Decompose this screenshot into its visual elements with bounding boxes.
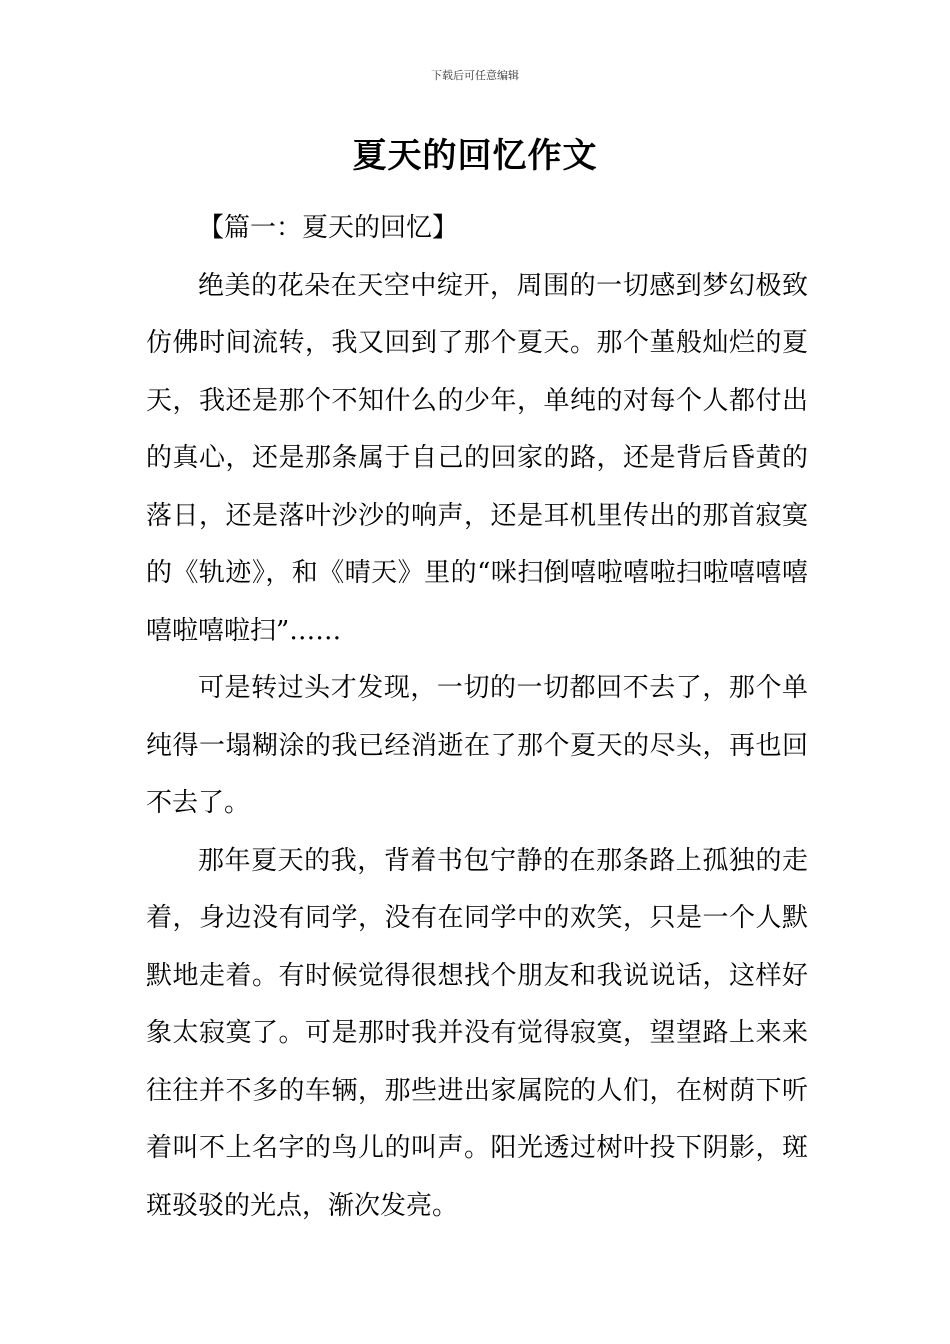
section-heading: 【篇一：夏天的回忆】 — [198, 213, 459, 243]
paragraph-3: 那年夏天的我，背着书包宁静的在那条路上孤独的走着，身边没有同学，没有在同学中的欢笑，只是一个人默默地走着。有时候觉得很想找个朋友和我说说话，这样好象太寂寞了。可是那时我并没有觉得寂寞，望望路上来来往往并不多的车辆，那些进出家属院的人们，在树荫下听着叫不上名字的鸟儿的叫声。阳光透过树叶投下阴影，斑斑驳驳的光点，渐次发亮。 — [146, 845, 808, 1221]
paragraph-2: 可是转过头才发现，一切的一切都回不去了，那个单纯得一塌糊涂的我已经消逝在了那个夏天的尽头，再也回不去了。 — [146, 673, 808, 818]
paragraph-1: 绝美的花朵在天空中绽开，周围的一切感到梦幻极致仿佛时间流转，我又回到了那个夏天。那个堇般灿烂的夏天，我还是那个不知什么的少年，单纯的对每个人都付出的真心，还是那条属于自己的回家的路，还是背后昏黄的落日，还是落叶沙沙的响声，还是耳机里传出的那首寂寞的《轨迹》，和《晴天》里的“咪扫倒嘻啦嘻啦扫啦嘻嘻嘻嘻啦嘻啦扫”…… — [146, 270, 808, 646]
page-header-note: 下载后可任意编辑 — [431, 69, 519, 82]
document-body — [146, 200, 808, 1235]
document-title: 夏天的回忆作文 — [352, 136, 598, 176]
